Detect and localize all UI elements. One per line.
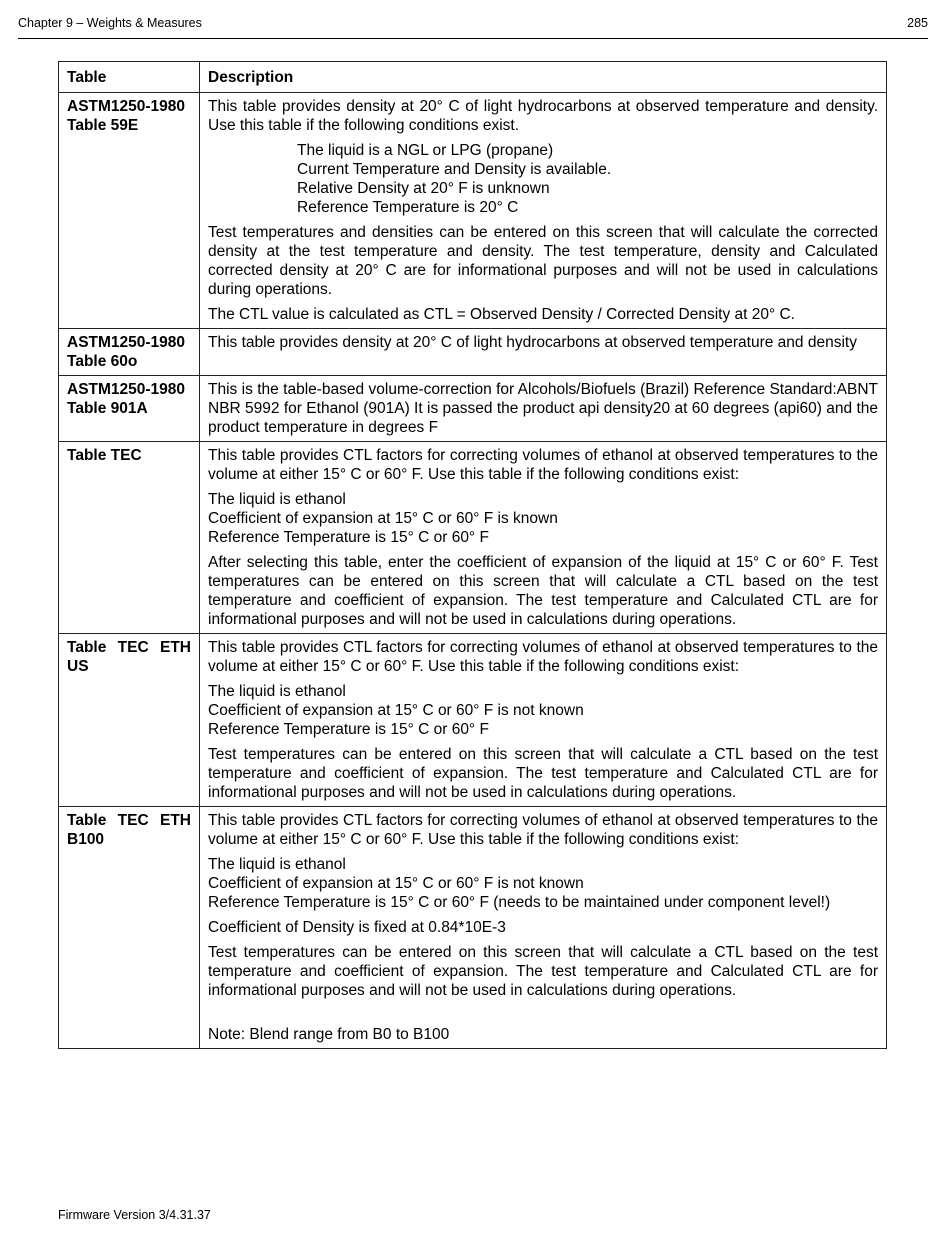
condition-item: Reference Temperature is 15° C or 60° F xyxy=(208,529,489,546)
condition-item: Coefficient of expansion at 15° C or 60° F is known xyxy=(208,510,558,527)
description-paragraph: The CTL value is calculated as CTL = Observed Density / Corrected Density at 20° C. xyxy=(208,306,795,323)
description-paragraph: Test temperatures can be entered on this screen that will calculate a CTL based on the test temperature and coefficient of expansion. The test temperature and Calculated CTL are for informational purposes and will not be used in calculations during operations. xyxy=(208,944,878,999)
table-row xyxy=(59,329,887,376)
table-description xyxy=(200,376,887,442)
condition-item: Current Temperature and Density is available. xyxy=(297,161,612,178)
condition-item: Reference Temperature is 15° C or 60° F xyxy=(208,721,489,738)
table-name: Table TEC ETH B100 xyxy=(59,807,200,1049)
table-header-row xyxy=(59,62,887,93)
table-description xyxy=(200,329,887,376)
page-number: 285 xyxy=(907,16,928,30)
description-paragraph: This table provides density at 20° C of light hydrocarbons at observed temperature and density. Use this table if the following conditions exist. xyxy=(208,98,878,134)
table-name: ASTM1250-1980 Table 60o xyxy=(59,329,200,376)
blend-note: Note: Blend range from B0 to B100 xyxy=(208,1026,450,1043)
table-row xyxy=(59,442,887,634)
description-paragraph: Test temperatures can be entered on this screen that will calculate a CTL based on the test temperature and coefficient of expansion. The test temperature and Calculated CTL are for informational purposes and will not be used in calculations during operations. xyxy=(208,746,878,801)
condition-item: The liquid is ethanol xyxy=(208,856,346,873)
density-note: Coefficient of Density is fixed at 0.84*10E-3 xyxy=(208,919,506,936)
condition-item: The liquid is a NGL or LPG (propane) xyxy=(297,142,554,159)
conditions-list xyxy=(297,141,878,217)
table-row xyxy=(59,634,887,807)
tables-description-table xyxy=(58,61,887,1049)
column-header-description: Description xyxy=(200,62,887,93)
description-paragraph: This table provides CTL factors for correcting volumes of ethanol at observed temperatures to the volume at either 15° C or 60° F. Use this table if the following conditions exist: xyxy=(208,447,878,483)
condition-item: The liquid is ethanol xyxy=(208,491,346,508)
description-paragraph: Test temperatures and densities can be entered on this screen that will calculate the corrected density at the test temperature and density. The test temperature, density and Calculated corrected density at 20° C are for informational purposes and will not be used in calculations during operations. xyxy=(208,224,878,298)
description-paragraph: This table provides CTL factors for correcting volumes of ethanol at observed temperatures to the volume at either 15° C or 60° F. Use this table if the following conditions exist: xyxy=(208,639,878,675)
table-name: Table TEC ETH US xyxy=(59,634,200,807)
description-paragraph: This table provides CTL factors for correcting volumes of ethanol at observed temperatures to the volume at either 15° C or 60° F. Use this table if the following conditions exist: xyxy=(208,812,878,848)
condition-item: Reference Temperature is 20° C xyxy=(297,199,519,216)
conditions-list xyxy=(208,682,878,739)
table-row xyxy=(59,376,887,442)
table-description xyxy=(200,807,887,1049)
condition-item: Coefficient of expansion at 15° C or 60° F is not known xyxy=(208,702,584,719)
firmware-version: Firmware Version 3/4.31.37 xyxy=(58,1208,211,1222)
table-description xyxy=(200,442,887,634)
description-paragraph: This table provides density at 20° C of light hydrocarbons at observed temperature and density xyxy=(208,334,857,351)
description-paragraph: After selecting this table, enter the coefficient of expansion of the liquid at 15° C or 60° F. Test temperatures can be entered on this screen that will calculate a CTL based on the test temperature and coefficient of expansion. The test temperature and Calculated CTL are for informational purposes and will not be used in calculations during operations. xyxy=(208,554,878,628)
table-name: ASTM1250-1980 Table 59E xyxy=(59,93,200,329)
conditions-list xyxy=(208,855,878,912)
description-paragraph: This is the table-based volume-correction for Alcohols/Biofuels (Brazil) Reference Standard:ABNT NBR 5992 for Ethanol (901A) It is passed the product api density20 at 60 degrees (api60) and the product temperature in degrees F xyxy=(208,381,878,436)
condition-item: The liquid is ethanol xyxy=(208,683,346,700)
table-name: ASTM1250-1980 Table 901A xyxy=(59,376,200,442)
chapter-title: Chapter 9 – Weights & Measures xyxy=(18,16,202,30)
column-header-table: Table xyxy=(59,62,200,93)
page-header xyxy=(18,14,928,39)
condition-item: Relative Density at 20° F is unknown xyxy=(297,180,550,197)
table-description xyxy=(200,93,887,329)
condition-item: Reference Temperature is 15° C or 60° F (needs to be maintained under component level!) xyxy=(208,894,831,911)
table-row xyxy=(59,807,887,1049)
table-description xyxy=(200,634,887,807)
conditions-list xyxy=(208,490,878,547)
table-row xyxy=(59,93,887,329)
table-name: Table TEC xyxy=(59,442,200,634)
condition-item: Coefficient of expansion at 15° C or 60° F is not known xyxy=(208,875,584,892)
spacer xyxy=(208,1006,878,1025)
